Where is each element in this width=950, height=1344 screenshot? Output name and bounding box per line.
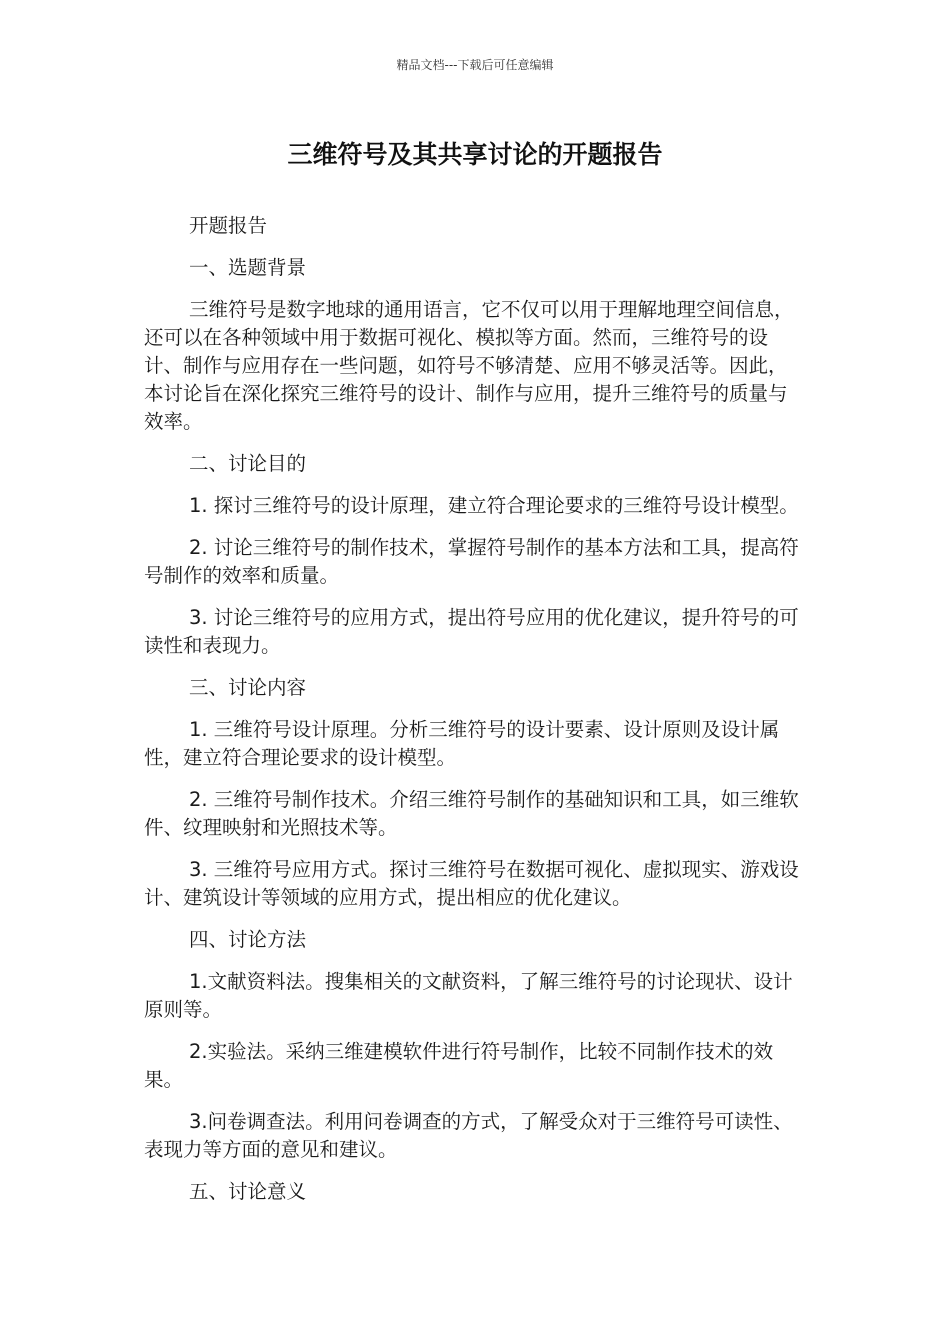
page-title: 三维符号及其共享讨论的开题报告 (287, 140, 663, 169)
list-item: 3. 三维符号应用方式。探讨三维符号在数据可视化、虚拟现实、游戏设计、建筑设计等领域的应用方式，提出相应的优化建议。 (144, 858, 799, 909)
list-item: 2.实验法。采纳三维建模软件进行符号制作，比较不同制作技术的效果。 (144, 1040, 774, 1091)
section-heading: 二、讨论目的 (189, 452, 307, 475)
section-heading: 四、讨论方法 (189, 928, 307, 951)
page-header: 精品文档---下载后可任意编辑 (396, 58, 554, 72)
list-item: 1. 三维符号设计原理。分析三维符号的设计要素、设计原则及设计属性，建立符合理论要求的设计模型。 (144, 718, 780, 769)
paragraph: 三维符号是数字地球的通用语言，它不仅可以用于理解地理空间信息，还可以在各种领域中用于数据可视化、模拟等方面。然而，三维符号的设计、制作与应用存在一些问题，如符号不够清楚、应用不够灵活等。因此，本讨论旨在深化探究三维符号的设计、制作与应用，提升三维符号的质量与效率。 (144, 298, 794, 433)
list-item: 3.问卷调查法。利用问卷调查的方式，了解受众对于三维符号可读性、表现力等方面的意见和建议。 (144, 1110, 793, 1161)
list-item: 2. 讨论三维符号的制作技术，掌握符号制作的基本方法和工具，提高符号制作的效率和质量。 (144, 536, 799, 587)
section-heading: 五、讨论意义 (189, 1180, 307, 1203)
list-item: 2. 三维符号制作技术。介绍三维符号制作的基础知识和工具，如三维软件、纹理映射和光照技术等。 (144, 788, 799, 839)
paragraph-label: 开题报告 (189, 214, 268, 237)
list-item: 3. 讨论三维符号的应用方式，提出符号应用的优化建议，提升符号的可读性和表现力。 (144, 606, 799, 657)
section-heading: 三、讨论内容 (189, 676, 307, 699)
list-item: 1. 探讨三维符号的设计原理，建立符合理论要求的三维符号设计模型。 (189, 494, 799, 517)
list-item: 1.文献资料法。搜集相关的文献资料，了解三维符号的讨论现状、设计原则等。 (144, 970, 793, 1021)
section-heading: 一、选题背景 (189, 256, 307, 279)
document-body (144, 212, 804, 1220)
